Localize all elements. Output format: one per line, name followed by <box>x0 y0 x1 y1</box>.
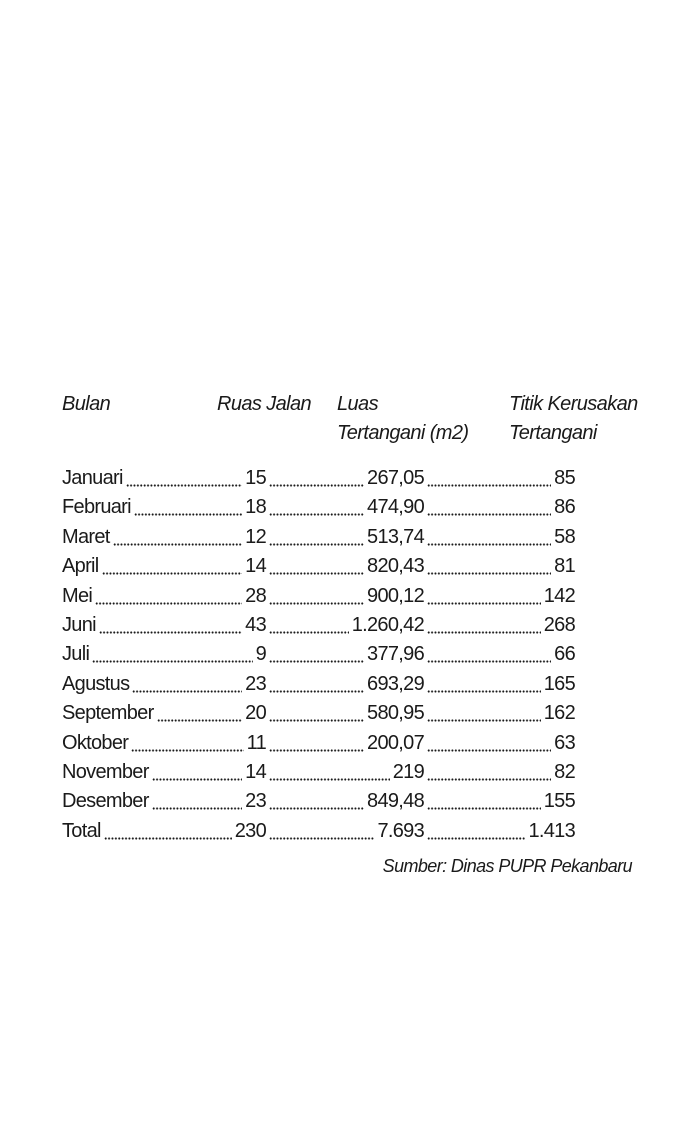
titik-kerusakan-cell: 142 <box>543 584 575 607</box>
dot-leader <box>427 543 551 546</box>
luas-tertangani-cell: 1.260,42 <box>351 613 424 636</box>
luas-tertangani-cell: 693,29 <box>367 672 424 695</box>
month-cell: Juni <box>62 613 96 636</box>
ruas-jalan-cell: 12 <box>245 525 266 548</box>
dot-leader <box>102 572 243 575</box>
dot-leader <box>152 807 242 810</box>
table-row <box>0 817 680 846</box>
source-note: Sumber: Dinas PUPR Pekanbaru <box>382 856 632 876</box>
table-row <box>0 758 680 787</box>
titik-kerusakan-cell: 1.413 <box>528 819 575 842</box>
header-titik-line2: Tertangani <box>509 422 597 444</box>
dot-leader <box>269 602 364 605</box>
month-cell: September <box>62 702 154 725</box>
month-cell: Mei <box>62 584 93 607</box>
ruas-jalan-cell: 18 <box>245 496 266 519</box>
dot-leader <box>427 484 551 487</box>
luas-tertangani-cell: 7.693 <box>377 819 424 842</box>
month-cell: April <box>62 555 99 578</box>
dot-leader <box>157 719 243 722</box>
dot-leader <box>427 572 551 575</box>
ruas-jalan-cell: 20 <box>245 702 266 725</box>
ruas-jalan-cell: 23 <box>245 672 266 695</box>
dot-leader <box>131 749 243 752</box>
ruas-jalan-cell: 28 <box>245 584 266 607</box>
dot-leader <box>427 719 541 722</box>
dot-leader <box>269 719 364 722</box>
dot-leader <box>269 631 349 634</box>
month-cell: Juli <box>62 643 90 666</box>
table-row <box>0 552 680 581</box>
table-row <box>0 699 680 728</box>
header-ruas-label: Ruas Jalan <box>217 393 312 415</box>
month-cell: Januari <box>62 467 123 489</box>
header-ruas-jalan <box>217 390 311 419</box>
luas-tertangani-cell: 820,43 <box>367 555 424 578</box>
dot-leader <box>427 631 541 634</box>
ruas-jalan-cell: 43 <box>245 613 266 636</box>
luas-tertangani-cell: 200,07 <box>367 731 424 754</box>
header-titik-kerusakan <box>509 390 638 448</box>
dot-leader <box>269 660 364 663</box>
dot-leader <box>104 837 232 840</box>
ruas-jalan-cell: 9 <box>255 643 266 666</box>
header-titik-line1: Titik Kerusakan <box>509 393 638 415</box>
titik-kerusakan-cell: 85 <box>554 467 575 489</box>
titik-kerusakan-cell: 165 <box>543 672 575 695</box>
table-row <box>0 464 680 493</box>
dot-leader <box>427 513 551 516</box>
table-row <box>0 493 680 522</box>
titik-kerusakan-cell: 86 <box>554 496 575 519</box>
dot-leader <box>427 749 551 752</box>
luas-tertangani-cell: 900,12 <box>367 584 424 607</box>
table-row <box>0 523 680 552</box>
month-cell: Desember <box>62 790 149 813</box>
dot-leader <box>269 543 364 546</box>
titik-kerusakan-cell: 162 <box>543 702 575 725</box>
table-row <box>0 582 680 611</box>
titik-kerusakan-cell: 81 <box>554 555 575 578</box>
titik-kerusakan-cell: 155 <box>543 790 575 813</box>
dot-leader <box>269 572 364 575</box>
luas-tertangani-cell: 580,95 <box>367 702 424 725</box>
dot-leader <box>427 602 541 605</box>
table-row <box>0 670 680 699</box>
ruas-jalan-cell: 14 <box>245 555 266 578</box>
ruas-jalan-cell: 14 <box>245 760 266 783</box>
dot-leader <box>269 778 390 781</box>
dot-leader <box>269 513 364 516</box>
titik-kerusakan-cell: 58 <box>554 525 575 548</box>
header-luas-line1: Luas <box>337 393 378 415</box>
luas-tertangani-cell: 219 <box>392 760 424 783</box>
table-row <box>0 640 680 669</box>
month-cell: Oktober <box>62 731 129 754</box>
dot-leader <box>126 484 242 487</box>
dot-leader <box>99 631 242 634</box>
dot-leader <box>132 690 242 693</box>
luas-tertangani-cell: 267,05 <box>367 467 424 489</box>
header-luas-line2: Tertangani (m2) <box>337 422 469 444</box>
table-row <box>0 787 680 816</box>
dot-leader <box>427 690 541 693</box>
dot-leader <box>269 807 364 810</box>
ruas-jalan-cell: 15 <box>245 467 266 489</box>
dot-leader <box>95 602 242 605</box>
dot-leader <box>427 660 551 663</box>
header-bulan <box>62 390 110 419</box>
dot-leader <box>113 543 243 546</box>
ruas-jalan-cell: 23 <box>245 790 266 813</box>
titik-kerusakan-cell: 66 <box>554 643 575 666</box>
dot-leader <box>427 837 525 840</box>
dot-leader <box>427 807 541 810</box>
titik-kerusakan-cell: 82 <box>554 760 575 783</box>
luas-tertangani-cell: 513,74 <box>367 525 424 548</box>
dot-leader <box>152 778 242 781</box>
table-header <box>0 390 680 450</box>
titik-kerusakan-cell: 268 <box>543 613 575 636</box>
titik-kerusakan-cell: 63 <box>554 731 575 754</box>
dot-leader <box>134 513 242 516</box>
month-cell: November <box>62 760 149 783</box>
header-bulan-label: Bulan <box>62 393 111 415</box>
dot-leader <box>269 690 364 693</box>
dot-leader <box>269 749 364 752</box>
month-cell: Total <box>62 819 101 842</box>
table-row <box>0 729 680 758</box>
month-cell: Februari <box>62 496 131 519</box>
ruas-jalan-cell: 11 <box>246 731 266 754</box>
month-cell: Agustus <box>62 672 130 695</box>
table-row <box>0 611 680 640</box>
dot-leader <box>427 778 551 781</box>
month-cell: Maret <box>62 525 110 548</box>
luas-tertangani-cell: 849,48 <box>367 790 424 813</box>
luas-tertangani-cell: 474,90 <box>367 496 424 519</box>
table-body <box>0 464 680 846</box>
dot-leader <box>269 484 364 487</box>
luas-tertangani-cell: 377,96 <box>367 643 424 666</box>
dot-leader <box>269 837 374 840</box>
ruas-jalan-cell: 230 <box>234 819 266 842</box>
header-luas-tertangani <box>337 390 468 448</box>
dot-leader <box>92 660 252 663</box>
